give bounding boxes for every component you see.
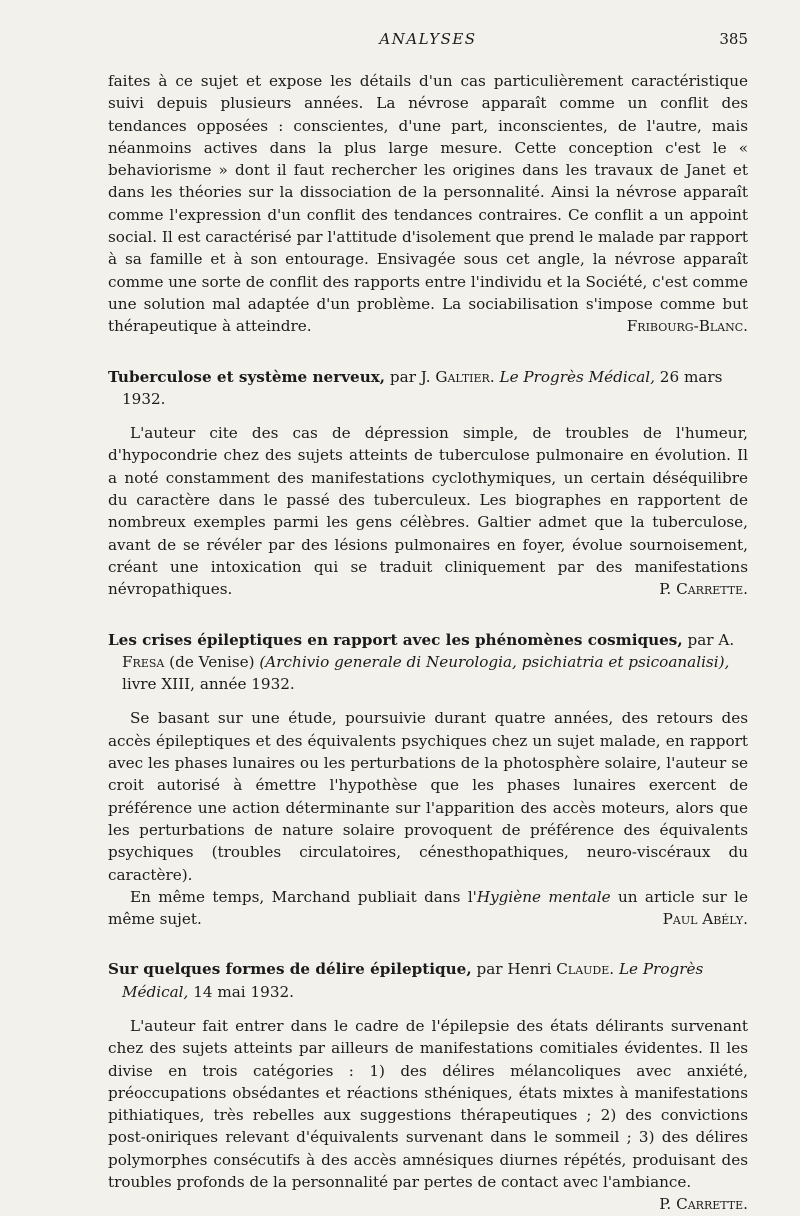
- article-2-title: Les crises épileptiques en rapport avec les phénomènes cosmiques,: [108, 630, 683, 649]
- running-title: ANALYSES: [379, 30, 477, 48]
- article-2-body-2: [108, 886, 748, 931]
- article-2-signature: Paul Abély.: [662, 910, 748, 929]
- intro-signature: Fribourg-Blanc.: [626, 317, 748, 336]
- article-2-date: livre XIII, année 1932.: [122, 675, 295, 694]
- article-1-heading: [108, 366, 748, 411]
- article-3-after-author: .: [609, 960, 619, 979]
- page-number: 385: [719, 30, 748, 48]
- intro-text: faites à ce sujet et expose les détails d'un cas particulièrement caractéristique suivi depuis plusieurs années. La névrose apparaît comme un conflit des tendances opposées : conscientes, d'une part, inconscientes, de l'autre, mais néanmoins actives dans la plus large mesure. Cette conception c'est le « behaviorisme » dont il faut rechercher les origines dans les travaux de Janet et dans les théories sur la dissociation de la personnalité. Ainsi la névrose apparaît comme l'expression d'un conflit des tendances contraires. Ce conflit a un appoint social. Il est caractérisé par l'attitude d'isolement que prend le malade par rapport à sa famille et à son entourage. Ensivagée sous cet angle, la névrose apparaît comme une sorte de conflit des rapports entre l'individu et la Société, c'est comme une solution mal adaptée d'un problème. La sociabilisation s'impose comme but thérapeutique à atteindre.: [108, 72, 748, 336]
- article-2-body2-italic: Hygiène mentale: [476, 887, 611, 906]
- article-3-date: 14 mai 1932.: [188, 982, 294, 1001]
- article-2-body2-after: un article sur le même sujet.: [108, 887, 749, 929]
- article-1: [108, 366, 748, 601]
- article-1-date: 26 mars 1932.: [122, 367, 723, 408]
- article-2-source: (Archivio generale di Neurologia, psichiatria et psicoanalisi),: [259, 652, 730, 671]
- article-2-heading: [108, 629, 748, 696]
- article-3-title: Sur quelques formes de délire épileptique,: [108, 960, 472, 979]
- running-head: [108, 30, 748, 54]
- article-1-title: Tuberculose et système nerveux,: [108, 367, 386, 386]
- article-3-text: L'auteur fait entrer dans le cadre de l'épilepsie des états délirants survenant chez des sujets atteints par ailleurs de manifestations comitiales évidentes. Il les divise en trois catégories : 1) des délires mélancoliques avec anxiété, préoccupations obsédantes et réactions sthéniques, états mixtes à manifestations pithiatiques, très rebelles aux suggestions thérapeutiques ; 2) des convictions post-oniriques relevant d'équivalents survenant dans le sommeil ; 3) des délires polymorphes consécutifs à des accès amnésiques diurnes répétés, produisant des troubles profonds de la personnalité par pertes de contact avec l'ambiance.: [108, 1016, 748, 1192]
- article-3-signature: P. Carrette.: [659, 1195, 748, 1214]
- article-1-author: Galtier: [435, 367, 490, 386]
- article-3-source: Le Progrès Médical,: [122, 960, 704, 1001]
- article-2-author: Fresa: [122, 652, 165, 671]
- article-2-body2-before: En même temps, Marchand publiait dans l': [130, 887, 477, 906]
- article-3-by: par Henri: [471, 960, 557, 979]
- article-1-source: Le Progrès Médical,: [499, 367, 655, 386]
- article-1-text: L'auteur cite des cas de dépression simple, de troubles de l'humeur, d'hypocondrie chez des sujets atteints de tuberculose pulmonaire en évolution. Il a noté constamment des manifestations cyclothymiques, un certain déséquilibre du caractère dans le passé des tuberculeux. Les biographes en rapportent de nombreux exemples parmi les gens célèbres. Galtier admet que la tuberculose, avant de se révéler par des lésions pulmonaires en foyer, évolue sournoisement, créant une intoxication qui se traduit cliniquement par des manifestations névropathiques.: [108, 424, 748, 599]
- article-3: [108, 958, 748, 1215]
- article-2: [108, 629, 748, 931]
- article-1-body: [108, 422, 748, 600]
- article-1-after-author: .: [489, 367, 500, 386]
- article-3-body: [108, 1015, 748, 1216]
- article-3-heading: [108, 958, 748, 1003]
- article-2-by: par A.: [682, 630, 735, 649]
- article-1-by: par J.: [385, 367, 436, 386]
- intro-paragraph: [108, 70, 748, 338]
- article-2-after-author: (de Venise): [164, 652, 260, 671]
- article-2-body: Se basant sur une étude, poursuivie durant quatre années, des retours des accès épileptiques et des équivalents psychiques chez un sujet malade, en rapport avec les phases lunaires ou les perturbations de la photosphère solaire, l'auteur se croit autorisé à émettre l'hypothèse que les phases lunaires exercent de préférence une action déterminante sur l'apparition des accès moteurs, alors que les perturbations de nature solaire provoquent de préférence des équivalents psychiques (troubles circulatoires, cénesthopathiques, neuro-viscéraux du caractère).: [108, 709, 748, 884]
- article-1-signature: P. Carrette.: [659, 580, 748, 599]
- article-3-author: Claude: [556, 960, 610, 979]
